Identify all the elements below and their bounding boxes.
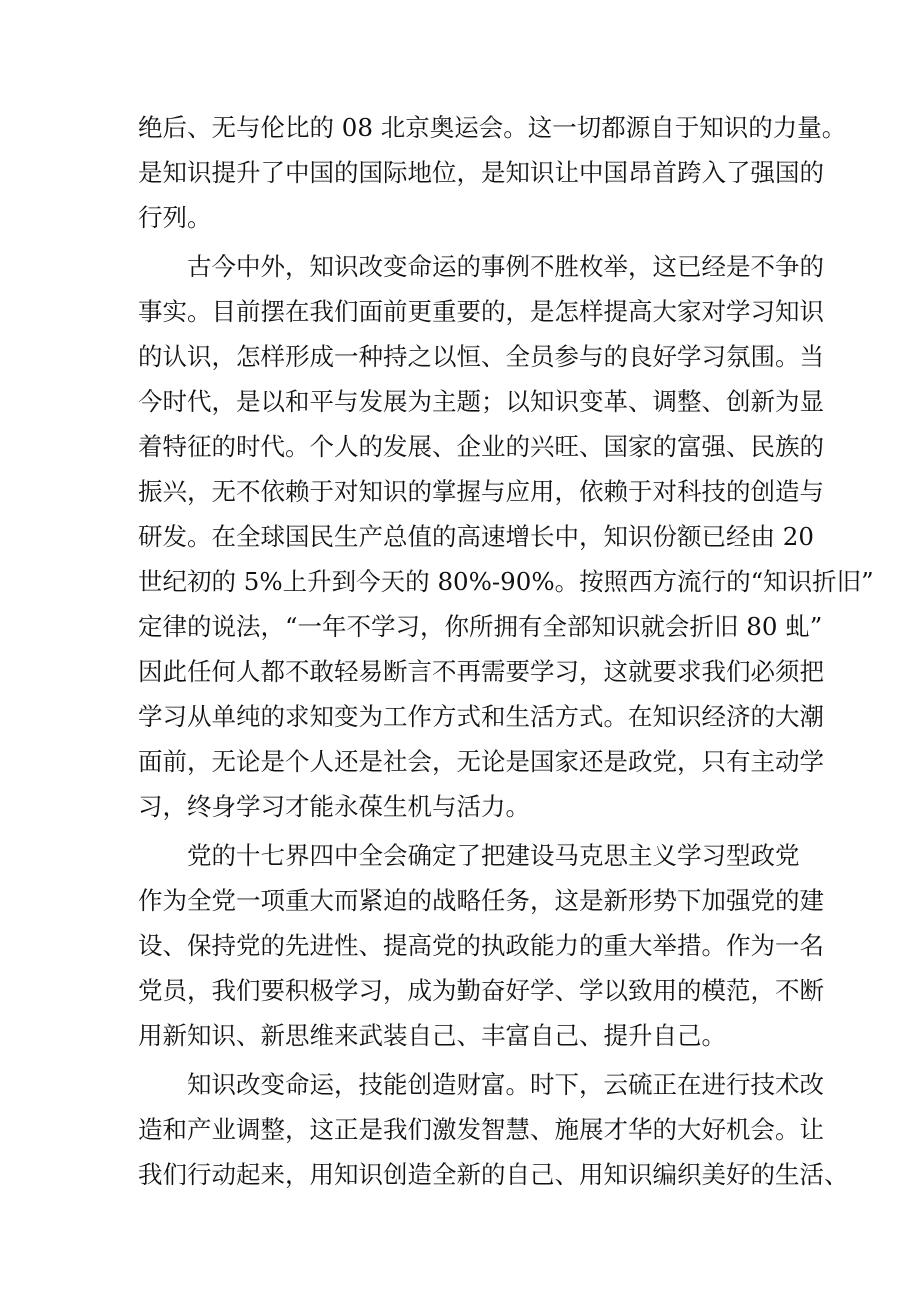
text-line: 着特征的时代。个人的发展、企业的兴旺、国家的富强、民族的 (138, 432, 824, 461)
text-line: 定律的说法，“一年不学习，你所拥有全部知识就会折旧 80 虬” (138, 612, 823, 641)
paragraph-start-line: 知识改变命运，技能创造财富。时下，云硫正在进行技术改 (187, 1070, 824, 1099)
text-line: 面前，无论是个人还是社会，无论是国家还是政党，只有主动学 (138, 747, 824, 776)
text-line: 绝后、无与伦比的 08 北京奥运会。这一切都源自于知识的力量。 (138, 113, 847, 142)
text-line: 研发。在全球国民生产总值的高速增长中，知识份额已经由 20 (138, 522, 814, 551)
text-line: 因此任何人都不敢轻易断言不再需要学习，这就要求我们必须把 (138, 657, 824, 686)
paragraph-start-line: 古今中外，知识改变命运的事例不胜枚举，这已经是不争的 (187, 252, 824, 281)
text-line: 的认识，怎样形成一种持之以恒、全员参与的良好学习氛围。当 (138, 342, 824, 371)
paragraph-start-line: 党的十七界四中全会确定了把建设马克思主义学习型政党 (187, 841, 800, 870)
text-line: 用新知识、新思维来武装自己、丰富自己、提升自己。 (138, 1021, 726, 1050)
text-line: 行列。 (138, 203, 212, 232)
text-line: 党员，我们要积极学习，成为勤奋好学、学以致用的模范，不断 (138, 976, 824, 1005)
text-line: 学习从单纯的求知变为工作方式和生活方式。在知识经济的大潮 (138, 702, 824, 731)
text-line: 我们行动起来，用知识创造全新的自己、用知识编织美好的生活、 (138, 1160, 849, 1189)
text-line: 作为全党一项重大而紧迫的战略任务，这是新形势下加强党的建 (138, 886, 824, 915)
text-line: 是知识提升了中国的国际地位，是知识让中国昂首跨入了强国的 (138, 158, 824, 187)
text-line: 振兴，无不依赖于对知识的掌握与应用，依赖于对科技的创造与 (138, 477, 824, 506)
text-line: 设、保持党的先进性、提高党的执政能力的重大举措。作为一名 (138, 931, 824, 960)
text-line: 世纪初的 5%上升到今天的 80%-90%。按照西方流行的“知识折旧” (138, 567, 874, 596)
text-line: 造和产业调整，这正是我们激发智慧、施展才华的大好机会。让 (138, 1115, 824, 1144)
text-line: 事实。目前摆在我们面前更重要的，是怎样提高大家对学习知识 (138, 297, 824, 326)
text-line: 习，终身学习才能永葆生机与活力。 (138, 792, 530, 821)
text-line: 今时代，是以和平与发展为主题；以知识变革、调整、创新为显 (138, 387, 824, 416)
